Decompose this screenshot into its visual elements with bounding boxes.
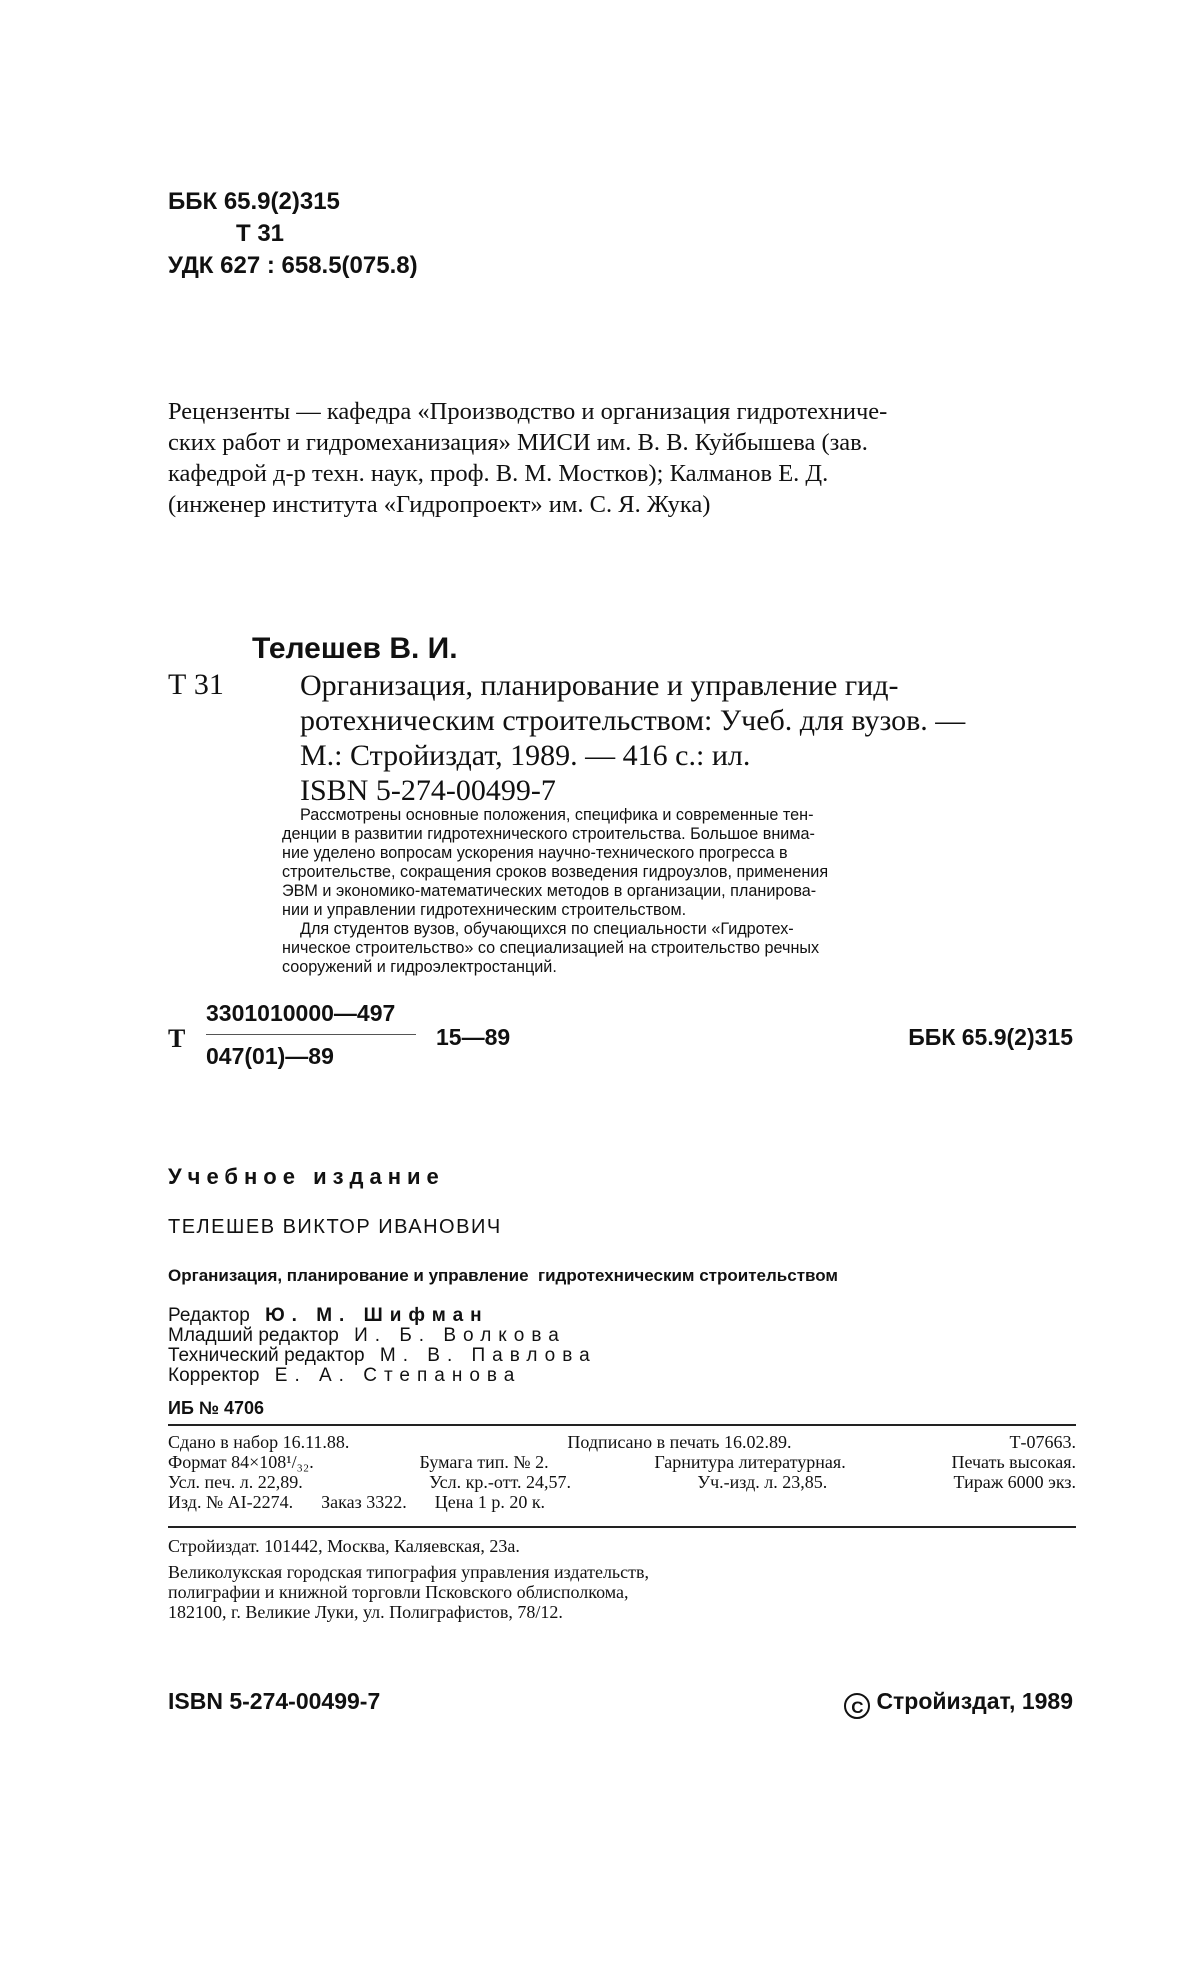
staff-role: Младший редактор [168,1325,339,1346]
copyright-icon: C [844,1693,870,1719]
record-abstract [282,806,1072,977]
footer-isbn: ISBN 5-274-00499-7 [168,1688,381,1714]
publisher-line: Стройиздат. 101442, Москва, Каляевская, 23а. [168,1536,520,1556]
reviewers-line: Рецензенты — кафедра «Производство и организация гидротехниче- [168,398,888,425]
reviewers-line: ских работ и гидромеханизация» МИСИ им. В. В. Куйбышева (зав. [168,429,868,456]
staff-name: И. Б. Волкова [354,1325,566,1346]
staff-role: Технический редактор [168,1345,365,1366]
edition-type: Учебное издание [168,1164,445,1189]
index-letter: Т [168,1024,186,1053]
abstract-line: ЭВМ и экономико-математических методов в организации, планирова- [282,882,817,900]
divider-rule [168,1526,1076,1528]
author-full-name: ТЕЛЕШЕВ ВИКТОР ИВАНОВИЧ [168,1216,502,1238]
abstract-line: Для студентов вузов, обучающихся по специальности «Гидротех- [282,920,794,938]
index-bbk: ББК 65.9(2)315 [908,1024,1073,1050]
print-row [168,1432,1076,1452]
publisher-details [168,1536,1076,1622]
staff-row [168,1306,597,1326]
classification-codes [168,186,418,282]
print-cell: Уч.-изд. л. 23,85. [697,1472,828,1492]
print-cell: Усл. кр.-отт. 24,57. [429,1472,572,1492]
print-row [168,1452,1076,1472]
abstract-line: ническое строительство» со специализацией на строительство речных [282,939,820,957]
index-denominator: 047(01)—89 [206,1043,334,1069]
abstract-line: строительстве, сокращения сроков возведения гидроузлов, применения [282,863,829,881]
editorial-staff [168,1306,597,1386]
publisher-line: Великолукская городская типография управления издательств, [168,1562,649,1582]
publisher-line: 182100, г. Великие Луки, ул. Полиграфистов, 78/12. [168,1602,563,1622]
index-series: 15—89 [436,1024,511,1050]
print-cell: Изд. № AI-2274. [168,1492,294,1512]
reviewers-line: кафедрой д-р техн. наук, проф. В. М. Мостков); Калманов Е. Д. [168,460,829,487]
record-title-line: ротехническим строительством: Учеб. для вузов. — [300,704,966,737]
staff-role: Редактор [168,1305,250,1326]
print-cell: Заказ 3322. [321,1492,407,1512]
staff-row [168,1326,597,1346]
record-title-block [300,668,965,808]
staff-row [168,1366,597,1386]
index-numerator: 3301010000—497 [206,1000,396,1026]
record-title-line: М.: Стройиздат, 1989. — 416 с.: ил. [300,739,751,772]
print-cell: Гарнитура литературная. [654,1452,846,1472]
reviewers-line: (инженер института «Гидропроект» им. С. Я. Жука) [168,491,711,518]
imprint-title: Организация, планирование и управление гидротехническим строительством [168,1266,838,1285]
print-cell: Тираж 6000 экз. [953,1472,1076,1492]
staff-name: М. В. Павлова [379,1345,597,1366]
staff-name: Ю. М. Шифман [265,1305,489,1326]
print-row [168,1492,1076,1512]
bbk-code: ББК 65.9(2)315 [168,188,340,215]
print-details [168,1432,1076,1512]
copyright-text: Стройиздат, 1989 [876,1688,1073,1714]
print-cell: Т-07663. [1009,1432,1076,1452]
record-title-line: Организация, планирование и управление гид- [300,669,899,702]
author-mark: Т 31 [236,220,285,247]
staff-role: Корректор [168,1365,260,1386]
record-call-number: Т 31 [168,668,224,701]
fraction-divider [206,1034,416,1035]
reviewers-block [168,396,1088,520]
print-cell: Усл. печ. л. 22,89. [168,1472,303,1492]
abstract-line: нии и управлении гидротехническим строительством. [282,901,687,919]
print-cell: Формат 84×108¹/₃₂. [168,1452,314,1472]
print-cell: Сдано в набор 16.11.88. [168,1432,350,1452]
print-cell: Бумага тип. № 2. [419,1452,549,1472]
udk-code: УДК 627 : 658.5(075.8) [168,252,418,279]
record-author: Телешев В. И. [252,632,458,665]
abstract-line: Рассмотрены основные положения, специфика и современные тен- [282,806,814,824]
staff-row [168,1346,597,1366]
print-row [168,1472,1076,1492]
print-cell: Подписано в печать 16.02.89. [567,1432,792,1452]
footer-copyright [844,1688,1073,1719]
print-cell: Печать высокая. [951,1452,1076,1472]
abstract-line: сооружений и гидроэлектростанций. [282,958,557,976]
record-isbn: ISBN 5-274-00499-7 [300,774,556,807]
ib-number: ИБ № 4706 [168,1398,264,1418]
staff-name: Е. А. Степанова [274,1365,522,1386]
abstract-line: ние уделено вопросам ускорения научно-технического прогресса в [282,844,788,862]
print-cell: Цена 1 р. 20 к. [434,1492,546,1512]
abstract-line: денции в развитии гидротехнического строительства. Большое внима- [282,825,815,843]
divider-rule [168,1424,1076,1426]
publisher-line: полиграфии и книжной торговли Псковского облисполкома, [168,1582,629,1602]
